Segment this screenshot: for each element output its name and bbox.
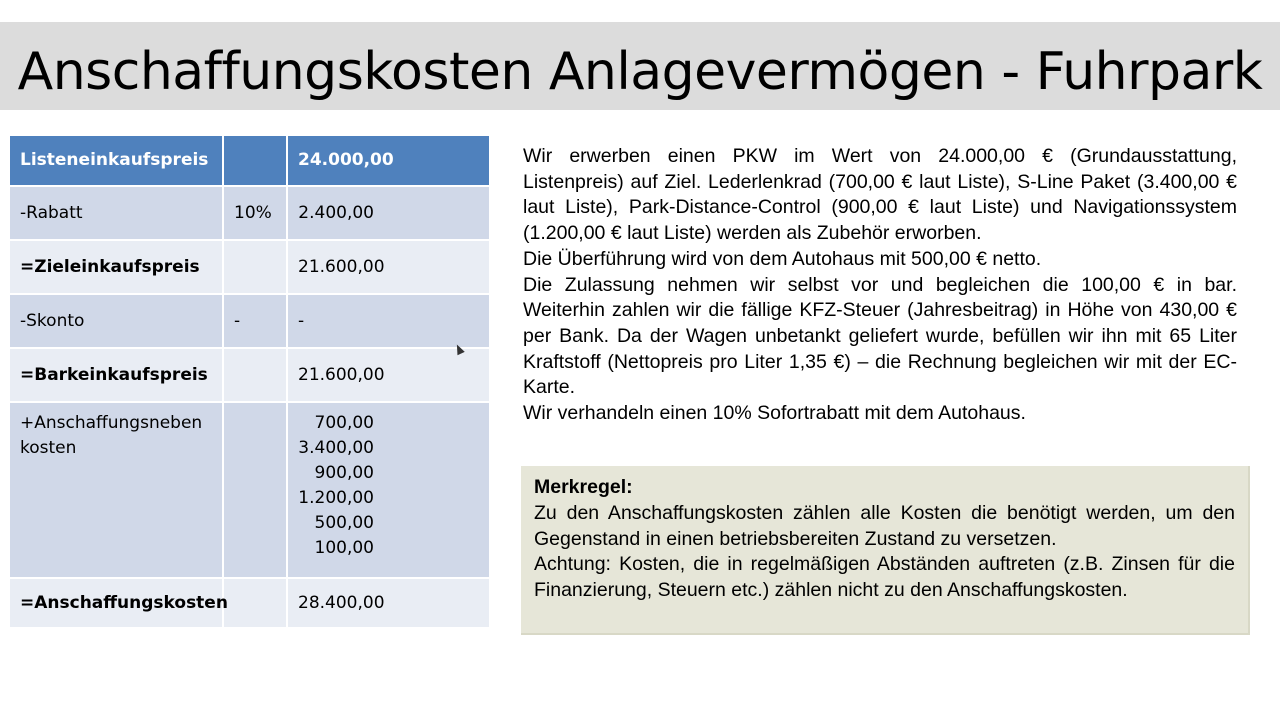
nebenkosten-value: 100,00 <box>314 538 374 558</box>
header-value: 24.000,00 <box>287 135 490 186</box>
anschaffungskosten-label: =Anschaffungskosten <box>9 578 223 628</box>
rabatt-value: 2.400,00 <box>298 202 374 223</box>
table-row-skonto <box>9 294 490 348</box>
slide-title: Anschaffungskosten Anlagevermögen - Fuhrpark <box>17 42 1263 102</box>
merkregel-text: Achtung: Kosten, die in regelmäßigen Abständen auftreten (z.B. Zinsen für die Finanzierung, Steuern etc.) zählen nicht zu den Anschaffungskosten. <box>534 553 1235 602</box>
nebenkosten-label-line1: +Anschaffungsneben <box>20 413 203 433</box>
barkeinkaufspreis-value: 21.600,00 <box>287 348 490 402</box>
task-paragraph: Wir verhandeln einen 10% Sofortrabatt mit dem Autohaus. <box>523 402 1026 425</box>
header-pct <box>223 135 287 186</box>
skonto-pct: - <box>223 294 287 348</box>
task-paragraph: Die Überführung wird von dem Autohaus mit 500,00 € netto. <box>523 247 1042 270</box>
nebenkosten-values <box>298 411 479 561</box>
table-row-barkeinkaufspreis <box>9 348 490 402</box>
merkregel-text: Zu den Anschaffungskosten zählen alle Kosten die benötigt werden, um den Gegenstand in einen betriebsbereiten Zustand zu versetzen. <box>534 501 1235 550</box>
task-paragraph: Wir erwerben einen PKW im Wert von 24.000,00 € (Grundausstattung, Listenpreis) auf Ziel. Lederlenkrad (700,00 € laut Liste), S-Line Paket (3.400,00 € laut Liste), Park-Distance-Control (900,00 € laut Liste) und Navigationssystem (1.200,00 € laut Liste) werden als Zubehör erworben. <box>523 145 1237 245</box>
nebenkosten-value: 3.400,00 <box>298 438 374 458</box>
nebenkosten-value: 500,00 <box>314 513 374 533</box>
rabatt-pct: 10% <box>223 186 287 240</box>
table-row-zieleinkaufspreis <box>9 240 490 294</box>
nebenkosten-label-line2: kosten <box>20 438 77 458</box>
table-header-row <box>9 135 490 186</box>
nebenkosten-value: 700,00 <box>314 413 374 433</box>
anschaffungskosten-value: 28.400,00 <box>287 578 490 628</box>
merkregel-box <box>521 466 1250 635</box>
skonto-label: -Skonto <box>9 294 223 348</box>
nebenkosten-value: 1.200,00 <box>298 488 374 508</box>
task-paragraph: Die Zulassung nehmen wir selbst vor und begleichen die 100,00 € in bar. Weiterhin zahlen wir die fällige KFZ-Steuer (Jahresbeitrag) in Höhe von 430,00 € per Bank. Da der Wagen unbetankt geliefert wurde, befüllen wir ihn mit 65 Liter Kraftstoff (Nettopreis pro Liter 1,35 €) – die Rechnung begleichen wir mit der EC-Karte. <box>523 273 1237 399</box>
task-description <box>523 144 1237 427</box>
table-row-anschaffungskosten <box>9 578 490 628</box>
merkregel-title: Merkregel: <box>534 476 633 498</box>
zieleinkaufspreis-label: =Zieleinkaufspreis <box>9 240 223 294</box>
nebenkosten-value: 900,00 <box>314 463 374 483</box>
skonto-value: - <box>287 294 490 348</box>
barkeinkaufspreis-pct <box>223 348 287 402</box>
calculation-table <box>8 134 491 629</box>
zieleinkaufspreis-pct <box>223 240 287 294</box>
table-row-rabatt <box>9 186 490 240</box>
barkeinkaufspreis-label: =Barkeinkaufspreis <box>9 348 223 402</box>
zieleinkaufspreis-value: 21.600,00 <box>287 240 490 294</box>
rabatt-label: -Rabatt <box>9 186 223 240</box>
header-label: Listeneinkaufspreis <box>9 135 223 186</box>
anschaffungskosten-pct <box>223 578 287 628</box>
table-row-nebenkosten <box>9 402 490 578</box>
